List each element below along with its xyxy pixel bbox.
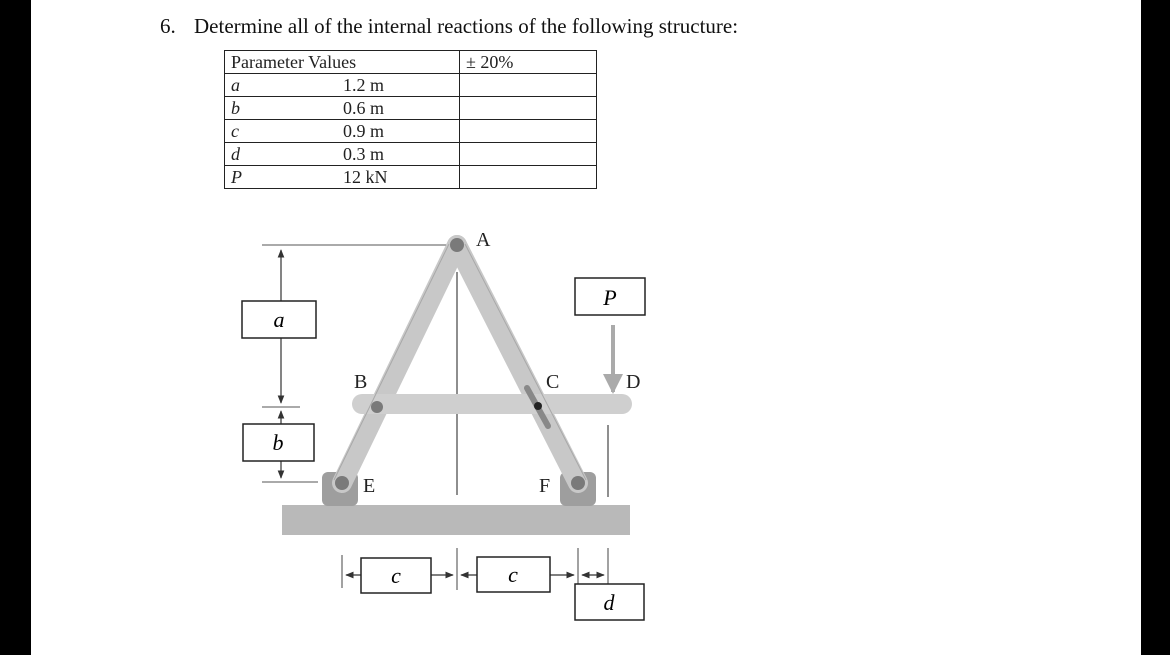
pin-B bbox=[371, 401, 383, 413]
pin-A bbox=[450, 238, 464, 252]
label-B: B bbox=[354, 371, 368, 393]
member-AE-edge bbox=[334, 244, 449, 480]
param-name: d bbox=[225, 143, 338, 166]
param-value: 12 kN bbox=[337, 166, 460, 189]
header-parameter-values: Parameter Values bbox=[225, 51, 460, 74]
param-value: 0.3 m bbox=[337, 143, 460, 166]
param-value: 0.9 m bbox=[337, 120, 460, 143]
question-text: Determine all of the internal reactions of the following structure: bbox=[194, 14, 739, 38]
label-C: C bbox=[546, 371, 560, 393]
label-A: A bbox=[476, 229, 491, 251]
param-value: 1.2 m bbox=[337, 74, 460, 97]
param-name: c bbox=[225, 120, 338, 143]
question-number: 6. bbox=[160, 14, 176, 38]
label-c1: c bbox=[391, 563, 401, 588]
param-name: b bbox=[225, 97, 338, 120]
label-P: P bbox=[603, 285, 617, 310]
label-D: D bbox=[626, 371, 641, 393]
label-c2: c bbox=[508, 562, 518, 587]
pin-F bbox=[571, 476, 585, 490]
pin-C bbox=[534, 402, 542, 410]
pin-E bbox=[335, 476, 349, 490]
label-d: d bbox=[603, 590, 615, 615]
header-tolerance: ± 20% bbox=[460, 51, 597, 74]
param-name: P bbox=[225, 166, 338, 189]
label-a: a bbox=[273, 307, 285, 332]
member-AF bbox=[457, 245, 578, 483]
label-E: E bbox=[363, 475, 376, 497]
label-F: F bbox=[539, 475, 551, 497]
param-value: 0.6 m bbox=[337, 97, 460, 120]
label-b: b bbox=[272, 430, 284, 455]
param-name: a bbox=[225, 74, 338, 97]
ground-base bbox=[282, 505, 630, 535]
member-AE bbox=[342, 245, 457, 483]
member-AF-edge bbox=[465, 244, 586, 480]
